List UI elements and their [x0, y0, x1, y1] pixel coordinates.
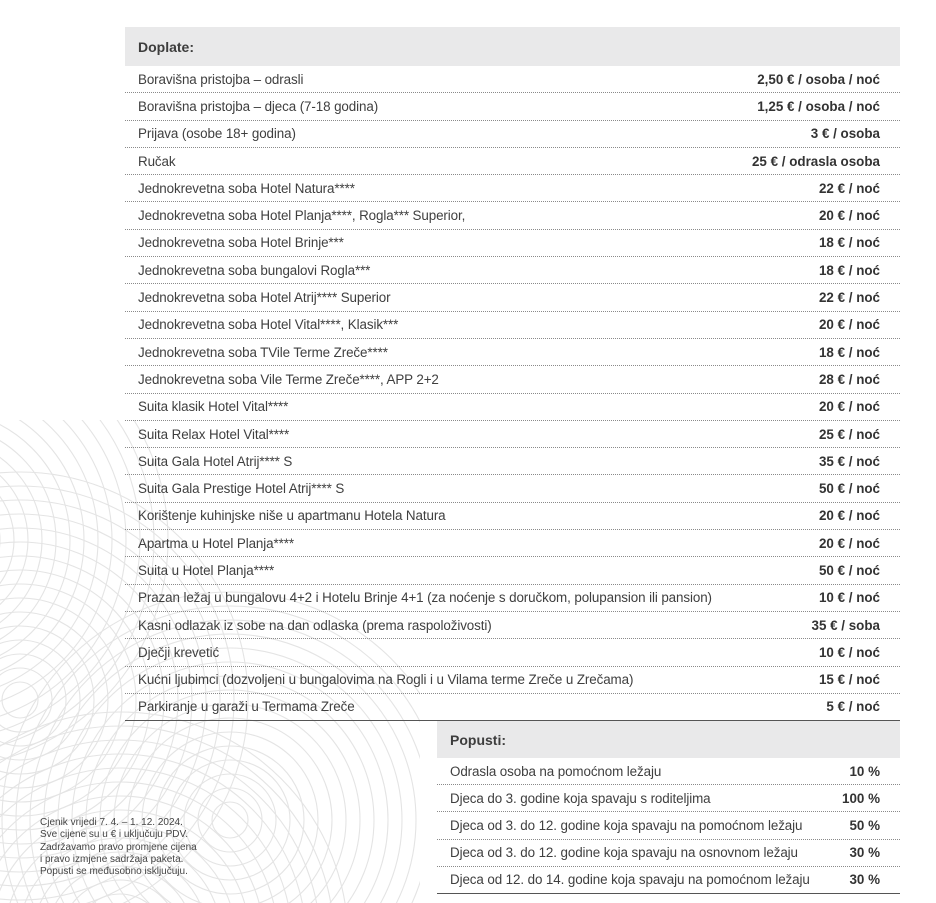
- row-price: 20 € / noć: [818, 399, 880, 415]
- row-label: Korištenje kuhinjske niše u apartmanu Hotela Natura: [138, 508, 446, 524]
- table-row: [437, 840, 900, 867]
- table-row: [125, 93, 900, 120]
- popusti-table: [437, 721, 900, 894]
- row-label: Djeca od 12. do 14. godine koja spavaju na pomoćnom ležaju: [450, 872, 810, 888]
- row-value: 30 %: [849, 872, 880, 888]
- row-price: 20 € / noć: [818, 208, 880, 224]
- row-label: Boravišna pristojba – odrasli: [138, 71, 304, 87]
- table-row: [125, 530, 900, 557]
- row-label: Suita Gala Prestige Hotel Atrij**** S: [138, 481, 345, 497]
- doplate-table: [125, 27, 900, 721]
- row-price: 18 € / noć: [818, 344, 880, 360]
- row-label: Djeca do 3. godine koja spavaju s roditeljima: [450, 790, 711, 806]
- row-label: Jednokrevetna soba TVile Terme Zreče****: [138, 344, 388, 360]
- row-price: 35 € / soba: [811, 617, 880, 633]
- row-label: Odrasla osoba na pomoćnom ležaju: [450, 763, 662, 779]
- table-row: [125, 312, 900, 339]
- row-label: Prazan ležaj u bungalovu 4+2 i Hotelu Brinje 4+1 (za noćenje s doručkom, polupansion ili pansion): [138, 590, 712, 606]
- row-price: 1,25 € / osoba / noć: [757, 98, 880, 114]
- table-row: [125, 639, 900, 666]
- row-label: Jednokrevetna soba Hotel Atrij**** Superior: [138, 290, 391, 306]
- footnote: [40, 817, 197, 878]
- row-price: 3 € / osoba: [810, 126, 880, 142]
- table-row: [125, 66, 900, 93]
- footnote-line: i pravo izmjene sadržaja paketa.: [40, 853, 184, 865]
- row-price: 5 € / noć: [826, 699, 880, 715]
- table-row: [125, 667, 900, 694]
- popusti-heading: Popusti:: [437, 721, 900, 758]
- table-row: [125, 585, 900, 612]
- row-label: Jednokrevetna soba Hotel Vital****, Klasik***: [138, 317, 399, 333]
- row-label: Kućni ljubimci (dozvoljeni u bungalovima na Rogli i u Vilama terme Zreče u Zrečama): [138, 672, 634, 688]
- footnote-line: Popusti se međusobno isključuju.: [40, 866, 188, 878]
- row-value: 10 %: [849, 763, 880, 779]
- row-label: Suita Relax Hotel Vital****: [138, 426, 290, 442]
- row-label: Suita u Hotel Planja****: [138, 562, 275, 578]
- row-price: 15 € / noć: [818, 672, 880, 688]
- row-value: 50 %: [849, 817, 880, 833]
- table-row: [125, 394, 900, 421]
- row-label: Suita klasik Hotel Vital****: [138, 399, 289, 415]
- footnote-line: Sve cijene su u € i uključuju PDV.: [40, 829, 189, 841]
- row-label: Suita Gala Hotel Atrij**** S: [138, 453, 293, 469]
- row-price: 18 € / noć: [818, 262, 880, 278]
- row-price: 25 € / noć: [818, 426, 880, 442]
- row-label: Parkiranje u garaži u Termama Zreče: [138, 699, 355, 715]
- table-row: [437, 785, 900, 812]
- table-row: [125, 230, 900, 257]
- row-label: Jednokrevetna soba Hotel Natura****: [138, 180, 355, 196]
- row-price: 20 € / noć: [818, 508, 880, 524]
- row-label: Prijava (osobe 18+ godina): [138, 126, 296, 142]
- row-value: 100 %: [842, 790, 880, 806]
- table-row: [125, 612, 900, 639]
- row-label: Dječji krevetić: [138, 644, 220, 660]
- table-row: [125, 503, 900, 530]
- row-price: 22 € / noć: [818, 290, 880, 306]
- row-price: 25 € / odrasla osoba: [751, 153, 880, 169]
- row-label: Jednokrevetna soba bungalovi Rogla***: [138, 262, 371, 278]
- footnote-line: Cjenik vrijedi 7. 4. – 1. 12. 2024.: [40, 817, 183, 828]
- row-label: Kasni odlazak iz sobe na dan odlaska (prema raspoloživosti): [138, 617, 492, 633]
- row-price: 35 € / noć: [818, 453, 880, 469]
- table-row: [437, 758, 900, 785]
- table-row: [125, 175, 900, 202]
- row-label: Apartma u Hotel Planja****: [138, 535, 294, 551]
- row-value: 30 %: [849, 845, 880, 861]
- table-row: [125, 121, 900, 148]
- table-row: [125, 284, 900, 311]
- row-price: 50 € / noć: [818, 481, 880, 497]
- table-row: [125, 366, 900, 393]
- table-row: [125, 557, 900, 584]
- table-row: [125, 202, 900, 229]
- row-price: 18 € / noć: [818, 235, 880, 251]
- row-label: Jednokrevetna soba Hotel Planja****, Rogla*** Superior,: [138, 208, 466, 224]
- row-label: Djeca od 3. do 12. godine koja spavaju na osnovnom ležaju: [450, 845, 798, 861]
- row-price: 22 € / noć: [818, 180, 880, 196]
- row-label: Boravišna pristojba – djeca (7-18 godina): [138, 98, 379, 114]
- table-row: [437, 812, 900, 839]
- row-label: Djeca od 3. do 12. godine koja spavaju na pomoćnom ležaju: [450, 817, 803, 833]
- footnote-line: Zadržavamo pravo promjene cijena: [40, 841, 197, 853]
- table-row: [125, 148, 900, 175]
- table-row: [437, 867, 900, 894]
- table-row: [125, 257, 900, 284]
- row-price: 2,50 € / osoba / noć: [757, 71, 880, 87]
- row-price: 50 € / noć: [818, 562, 880, 578]
- row-label: Jednokrevetna soba Hotel Brinje***: [138, 235, 344, 251]
- table-row: [125, 448, 900, 475]
- row-price: 28 € / noć: [818, 371, 880, 387]
- row-price: 10 € / noć: [818, 644, 880, 660]
- table-row: [125, 694, 900, 721]
- row-price: 20 € / noć: [818, 535, 880, 551]
- doplate-heading: Doplate:: [125, 27, 900, 66]
- row-price: 10 € / noć: [818, 590, 880, 606]
- row-label: Ručak: [138, 153, 176, 169]
- table-row: [125, 421, 900, 448]
- row-price: 20 € / noć: [818, 317, 880, 333]
- row-label: Jednokrevetna soba Vile Terme Zreče****, APP 2+2: [138, 371, 439, 387]
- table-row: [125, 475, 900, 502]
- table-row: [125, 339, 900, 366]
